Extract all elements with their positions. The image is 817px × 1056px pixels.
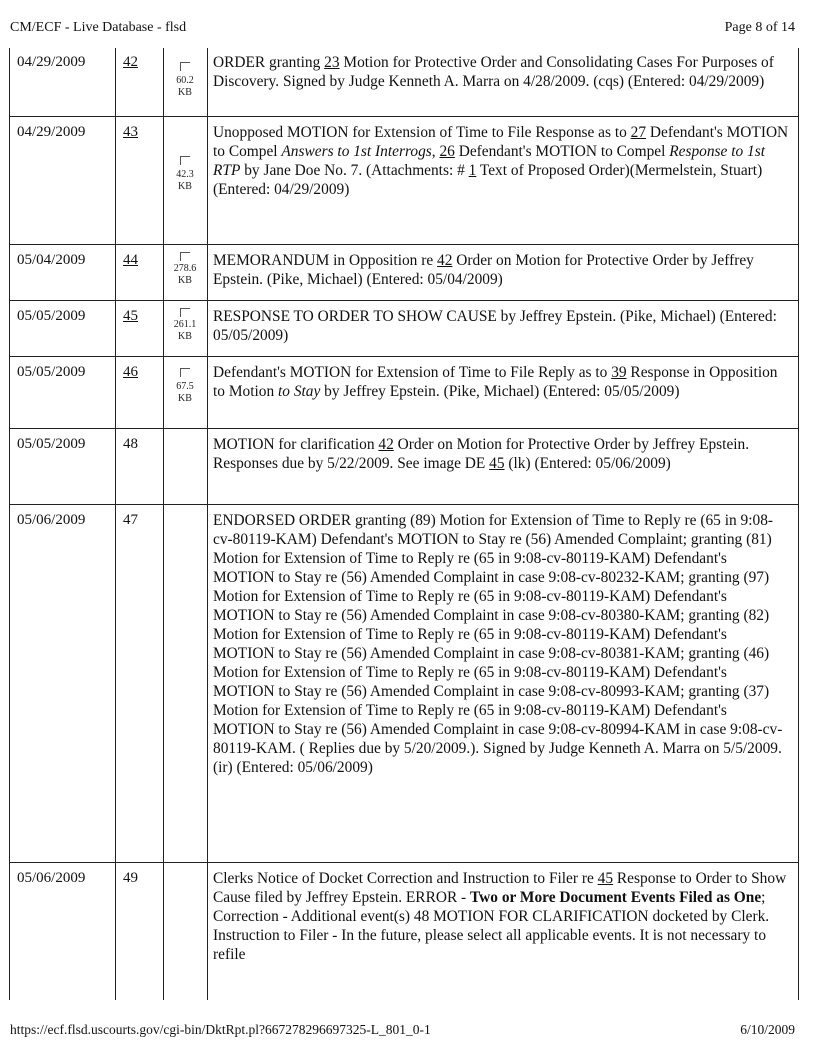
entry-number: 48 xyxy=(123,436,138,452)
docket-table xyxy=(9,48,799,1000)
page-url: https://ecf.flsd.uscourts.gov/cgi-bin/DktRpt.pl?667278296697325-L_801_0-1 xyxy=(10,1022,431,1037)
attachment-link[interactable]: 1 xyxy=(468,162,477,179)
entry-text: MEMORANDUM in Opposition re 42 Order on Motion for Protective Order by Jeffrey Epstein. (Pike, Michael) (Entered: 05/04/2009) xyxy=(213,252,754,288)
file-size: 278.6 KB xyxy=(173,263,197,286)
entry-number-link[interactable]: 43 xyxy=(123,124,138,140)
document-link[interactable] xyxy=(163,308,207,343)
entry-text: Clerks Notice of Docket Correction and Instruction to Filer re 45 Response to Order to Show Cause filed by Jeffrey Epstein. ERROR - Two or More Document Events Filed as One; Correction - Additional event(s) 48 MOTION FOR CLARIFICATION docketed by Clerk. Instruction to Filer - In the future, please select all applicable events. It is not necessary to refile xyxy=(213,870,787,963)
entry-date: 05/06/2009 xyxy=(17,512,86,528)
entry-number-link[interactable]: 44 xyxy=(123,252,138,268)
document-link[interactable] xyxy=(163,156,207,193)
entry-text: Unopposed MOTION for Extension of Time to File Response as to 27 Defendant's MOTION to Compel Answers to 1st Interrogs, 26 Defendant's MOTION to Compel Response to 1st RTP by Jane Doe No. 7. (Attachments: # 1 Text of Proposed Order)(Mermelstein, Stuart) (Entered: 04/29/2009) xyxy=(213,124,789,198)
doc-link[interactable]: 26 xyxy=(439,143,455,160)
document-icon[interactable] xyxy=(180,308,190,317)
table-row xyxy=(9,302,799,356)
entry-number-link[interactable]: 45 xyxy=(123,308,138,324)
file-size: 67.5 KB xyxy=(176,381,194,404)
entry-date: 05/04/2009 xyxy=(17,252,86,268)
entry-text: ORDER granting 23 Motion for Protective Order and Consolidating Cases For Purposes of Discovery. Signed by Judge Kenneth A. Marra on 4/28/2009. (cqs) (Entered: 04/29/2009) xyxy=(213,54,774,90)
entry-date: 05/05/2009 xyxy=(17,436,86,452)
doc-link[interactable]: 45 xyxy=(597,870,614,887)
document-icon[interactable] xyxy=(180,368,190,377)
document-link[interactable] xyxy=(163,62,207,99)
document-link[interactable] xyxy=(163,368,207,405)
entry-number-link[interactable]: 46 xyxy=(123,364,138,380)
entry-text: MOTION for clarification 42 Order on Motion for Protective Order by Jeffrey Epstein. Responses due by 5/22/2009. See image DE 45 (lk) (Entered: 05/06/2009) xyxy=(213,436,750,472)
document-icon[interactable] xyxy=(180,252,190,261)
page-header-title: CM/ECF - Live Database - flsd xyxy=(10,20,187,35)
entry-number: 47 xyxy=(123,512,138,528)
doc-link[interactable]: 27 xyxy=(630,124,647,141)
file-size: 42.3 KB xyxy=(176,169,194,192)
entry-number-link[interactable]: 42 xyxy=(123,54,138,70)
document-icon[interactable] xyxy=(180,62,190,71)
entry-date: 04/29/2009 xyxy=(17,54,86,70)
entry-date: 04/29/2009 xyxy=(17,124,86,140)
entry-text: ENDORSED ORDER granting (89) Motion for Extension of Time to Reply re (65 in 9:08-cv-80119-KAM) Defendant's MOTION to Stay re (56) Amended Complaint; granting (81) Motion for Extension of Time to Reply re (65 in 9:08-cv-80119-KAM) Defendant's MOTION to Stay re (56) Amended Complaint in case 9:08-cv-80232-KAM; granting (97) Motion for Extension of Time to Reply re (65 in 9:08-cv-80119-KAM) Defendant's MOTION to Stay re (56) Amended Complaint in case 9:08-cv-80380-KAM; granting (82) Motion for Extension of Time to Reply re (65 in 9:08-cv-80119-KAM) Defendant's MOTION to Stay re (56) Amended Complaint in case 9:08-cv-80381-KAM; granting (46) Motion for Extension of Time to Reply re (65 in 9:08-cv-80119-KAM) Defendant's MOTION to Stay re (56) Amended Complaint in case 9:08-cv-80993-KAM; granting (37) Motion for Extension of Time to Reply re (65 in 9:08-cv-80119-KAM) Defendant's MOTION to Stay re (56) Amended Complaint in case 9:08-cv-80994-KAM in case 9:08-cv-80119-KAM. ( Replies due by 5/20/2009.). Signed by Judge Kenneth A. Marra on 5/5/2009. (ir) (Entered: 05/06/2009) xyxy=(213,512,783,776)
table-row xyxy=(9,48,799,116)
doc-link[interactable]: 39 xyxy=(611,364,627,381)
table-row xyxy=(9,358,799,428)
page-number: Page 8 of 14 xyxy=(724,20,795,35)
entry-date: 05/05/2009 xyxy=(17,364,86,380)
table-row xyxy=(9,506,799,862)
entry-date: 05/06/2009 xyxy=(17,870,86,886)
document-icon[interactable] xyxy=(180,156,190,165)
entry-number: 49 xyxy=(123,870,138,886)
doc-link[interactable]: 23 xyxy=(324,54,340,71)
doc-link[interactable]: 42 xyxy=(378,436,394,453)
entry-text: RESPONSE TO ORDER TO SHOW CAUSE by Jeffrey Epstein. (Pike, Michael) (Entered: 05/05/2009) xyxy=(213,308,777,344)
doc-link[interactable]: 45 xyxy=(489,455,505,472)
entry-text: Defendant's MOTION for Extension of Time to File Reply as to 39 Response in Opposition to Motion to Stay by Jeffrey Epstein. (Pike, Michael) (Entered: 05/05/2009) xyxy=(213,364,778,400)
document-link[interactable] xyxy=(163,252,207,287)
file-size: 60.2 KB xyxy=(176,75,194,98)
table-row xyxy=(9,430,799,504)
entry-date: 05/05/2009 xyxy=(17,308,86,324)
table-row xyxy=(9,118,799,244)
table-row xyxy=(9,864,799,1000)
doc-link[interactable]: 42 xyxy=(437,252,453,269)
table-row xyxy=(9,246,799,300)
print-date: 6/10/2009 xyxy=(740,1022,795,1037)
file-size: 261.1 KB xyxy=(173,319,197,342)
